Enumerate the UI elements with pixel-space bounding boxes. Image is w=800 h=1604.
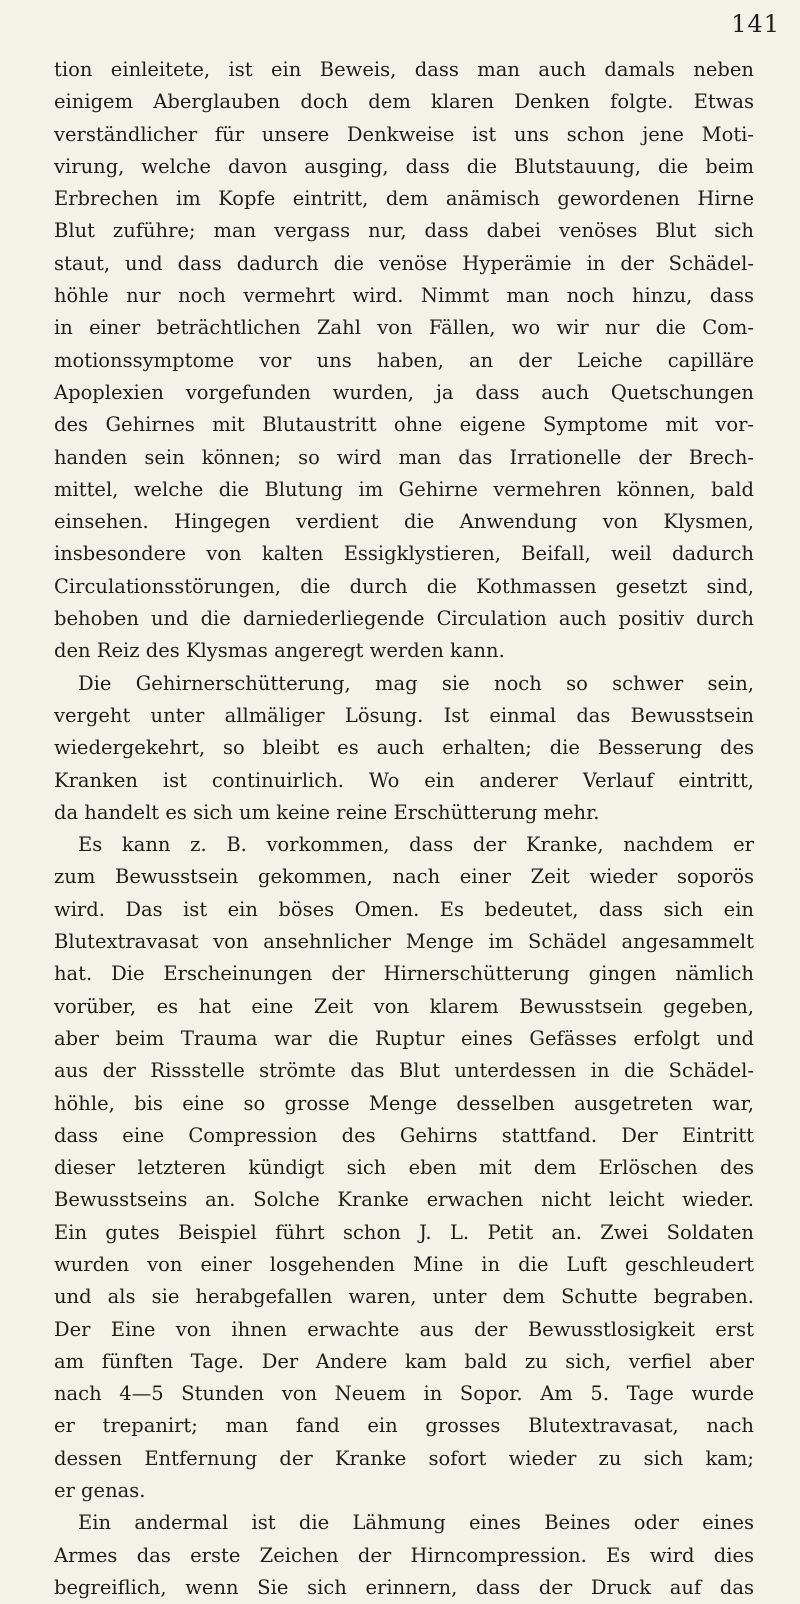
text-line: motionssymptome vor uns haben, an der Leiche capilläre [54, 348, 754, 372]
text-line: und als sie herabgefallen waren, unter dem Schutte begraben. [54, 1285, 754, 1309]
text-line: am fünften Tage. Der Andere kam bald zu sich, verfiel aber [54, 1349, 754, 1373]
text-line: Kranken ist continuirlich. Wo ein anderer Verlauf eintritt, [54, 768, 754, 792]
text-line: Circulationsstörungen, die durch die Kothmassen gesetzt sind, [54, 574, 754, 598]
text-line: nach 4—5 Stunden von Neuem in Sopor. Am 5. Tage wurde [54, 1382, 754, 1406]
text-line: Ein andermal ist die Lähmung eines Beines oder eines [78, 1511, 754, 1535]
text-line: staut, und dass dadurch die venöse Hyperämie in der Schädel- [54, 251, 754, 275]
text-line: dieser letzteren kündigt sich eben mit dem Erlöschen des [54, 1156, 754, 1180]
text-line: des Gehirnes mit Blutaustritt ohne eigene Symptome mit vor- [54, 413, 754, 437]
text-line: zum Bewusstsein gekommen, nach einer Zeit wieder soporös [54, 865, 754, 889]
text-line: tion einleitete, ist ein Beweis, dass man auch damals neben [54, 58, 754, 81]
text-line: Der Eine von ihnen erwachte aus der Bewusstlosigkeit erst [54, 1317, 754, 1341]
text-line: höhle nur noch vermehrt wird. Nimmt man noch hinzu, dass [54, 284, 754, 308]
text-line: Ein gutes Beispiel führt schon J. L. Petit an. Zwei Soldaten [54, 1220, 754, 1244]
text-line: wird. Das ist ein böses Omen. Es bedeutet, dass sich ein [54, 897, 754, 921]
text-line: er trepanirt; man fand ein grosses Blutextravasat, nach [54, 1414, 754, 1438]
text-line: in einer beträchtlichen Zahl von Fällen, wo wir nur die Com- [54, 316, 754, 340]
text-line: vorüber, es hat eine Zeit von klarem Bewusstsein gegeben, [54, 994, 754, 1018]
text-line: Blutextravasat von ansehnlicher Menge im Schädel angesammelt [54, 930, 754, 954]
text-line: dass eine Compression des Gehirns stattfand. Der Eintritt [54, 1123, 754, 1147]
text-line: handen sein können; so wird man das Irrationelle der Brech- [54, 445, 754, 469]
text-line: aus der Rissstelle strömte das Blut unterdessen in die Schädel- [54, 1059, 754, 1083]
page-number: 141 [731, 10, 780, 38]
text-line: Es kann z. B. vorkommen, dass der Kranke, nachdem er [78, 833, 754, 857]
text-line: einigem Aberglauben doch dem klaren Denken folgte. Etwas [54, 90, 754, 114]
text-line: dessen Entfernung der Kranke sofort wieder zu sich kam; [54, 1446, 754, 1470]
text-line: mittel, welche die Blutung im Gehirne vermehren können, bald [54, 477, 754, 501]
text-line: Die Gehirnerschütterung, mag sie noch so schwer sein, [78, 671, 754, 695]
text-line: vergeht unter allmäliger Lösung. Ist einmal das Bewusstsein [54, 703, 754, 727]
body-text [54, 54, 754, 1604]
text-line: einsehen. Hingegen verdient die Anwendung von Klysmen, [54, 510, 754, 534]
text-line: Apoplexien vorgefunden wurden, ja dass auch Quetschungen [54, 380, 754, 404]
text-line: da handelt es sich um keine reine Erschütterung mehr. [54, 800, 600, 824]
text-line: insbesondere von kalten Essigklystieren, Beifall, weil dadurch [54, 542, 754, 566]
text-line: Armes das erste Zeichen der Hirncompression. Es wird dies [54, 1543, 754, 1567]
text-line: wurden von einer losgehenden Mine in die Luft geschleudert [54, 1252, 754, 1276]
text-line: begreiflich, wenn Sie sich erinnern, dass der Druck auf das [54, 1575, 754, 1599]
text-line: behoben und die darniederliegende Circulation auch positiv durch [54, 607, 754, 631]
text-line: virung, welche davon ausging, dass die Blutstauung, die beim [54, 154, 754, 178]
text-line: den Reiz des Klysmas angeregt werden kann. [54, 639, 505, 663]
text-line: aber beim Trauma war die Ruptur eines Gefässes erfolgt und [54, 1026, 754, 1050]
text-line: wiedergekehrt, so bleibt es auch erhalten; die Besserung des [54, 736, 754, 760]
text-line: hat. Die Erscheinungen der Hirnerschütterung gingen nämlich [54, 962, 754, 986]
text-line: Bewusstseins an. Solche Kranke erwachen nicht leicht wieder. [54, 1188, 754, 1212]
text-line: Erbrechen im Kopfe eintritt, dem anämisch gewordenen Hirne [54, 187, 754, 211]
text-line: höhle, bis eine so grosse Menge desselben ausgetreten war, [54, 1091, 754, 1115]
text-line: er genas. [54, 1479, 146, 1503]
text-line: verständlicher für unsere Denkweise ist uns schon jene Moti- [54, 122, 754, 146]
text-line: Blut zuführe; man vergass nur, dass dabei venöses Blut sich [54, 219, 754, 243]
